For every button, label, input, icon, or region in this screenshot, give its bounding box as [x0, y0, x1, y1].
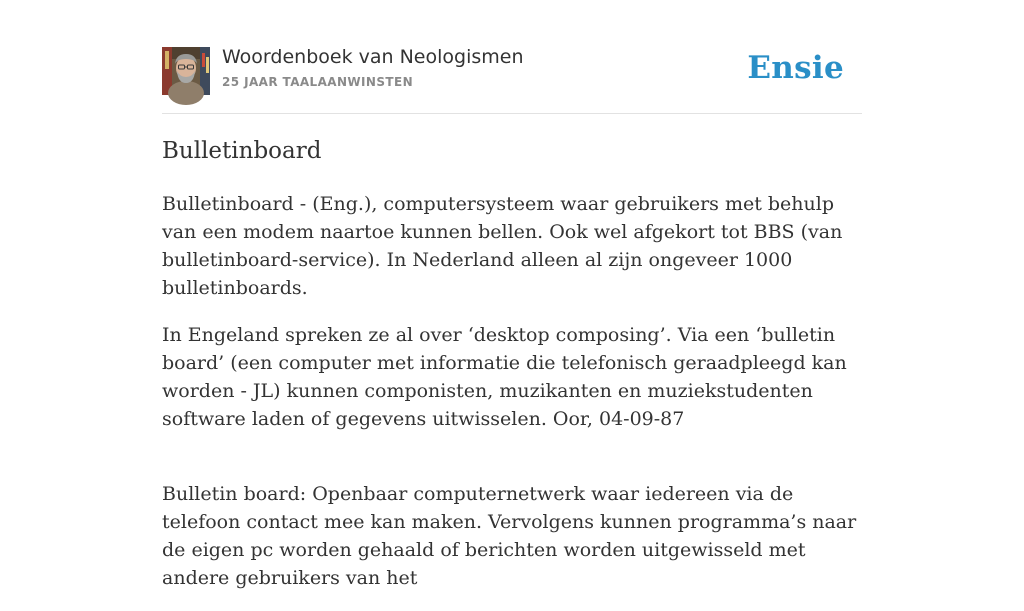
entry-content [162, 190, 862, 611]
author-avatar[interactable] [162, 47, 210, 95]
entry-paragraph: Bulletinboard - (Eng.), computersysteem waar gebruikers met behulp van een modem naartoe kunnen bellen. Ook wel afgekort tot BBS (van bulletinboard-service). In Nederland alleen al zijn ongeveer 1000 bulletinboards. [162, 193, 843, 299]
entry-paragraph: Bulletin board: Openbaar computernetwerk waar iedereen via de telefoon contact mee kan maken. Vervolgens kunnen programma’s naar de eigen pc worden gehaald of berichten worden uitgewisseld met andere gebruikers van het [162, 483, 857, 589]
header-divider [162, 113, 862, 114]
paragraph-spacer [162, 452, 862, 480]
ensie-logo[interactable]: Ensie [747, 50, 844, 86]
entry-paragraph: In Engeland spreken ze al over ‘desktop composing’. Via een ‘bulletin board’ (een computer met informatie die telefonisch geraadpleegd kan worden - JL) kunnen componisten, muzikanten en muziekstudenten software laden of gegevens uitwisselen. Oor, 04-09-87 [162, 324, 847, 430]
source-subtitle: 25 JAAR TAALAANWINSTEN [222, 75, 414, 89]
entry-title: Bulletinboard [162, 138, 322, 164]
source-title[interactable]: Woordenboek van Neologismen [222, 46, 524, 68]
source-header [162, 46, 862, 96]
avatar-portrait-icon [162, 47, 210, 95]
